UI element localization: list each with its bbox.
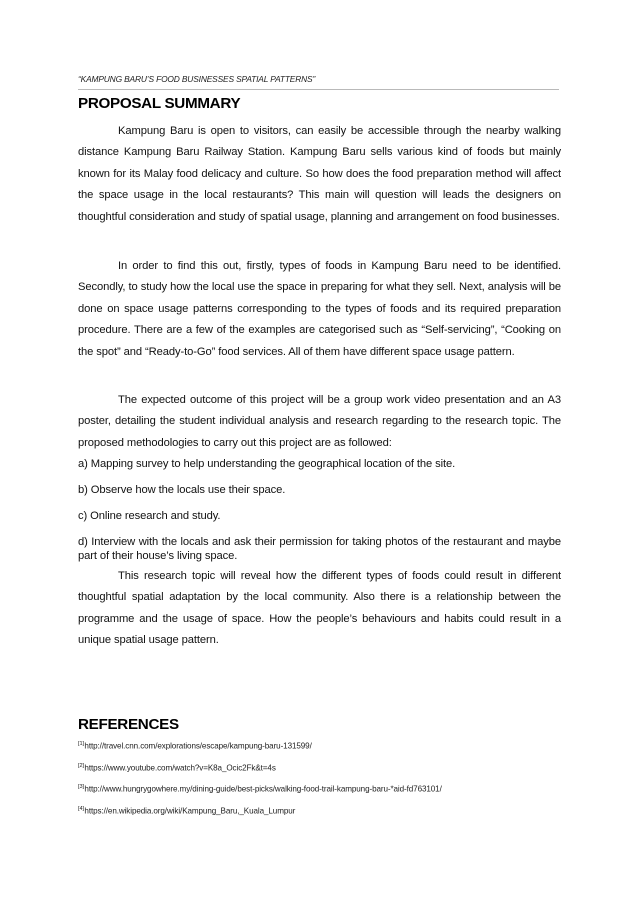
method-item-c: c) Online research and study. (78, 510, 221, 522)
reference-item (78, 741, 561, 763)
references-list (78, 741, 561, 827)
method-item-b: b) Observe how the locals use their space. (78, 484, 286, 496)
summary-paragraph-3: The expected outcome of this project will be a group work video presentation and an A3 poster, detailing the student individual analysis and research regarding to the research topic. The proposed methodologies to carry out this project are as followed: (78, 394, 561, 449)
reference-link[interactable]: http://www.hungrygowhere.my/dining-guide/best-picks/walking-food-trail-kampung-baru-*aid-fd763101/ (84, 784, 442, 794)
references-heading: REFERENCES (78, 716, 179, 733)
summary-paragraph-1: Kampung Baru is open to visitors, can easily be accessible through the nearby walking distance Kampung Baru Railway Station. Kampung Baru sells various kind of foods but mainly known for its Malay food delicacy and culture. So how does the food preparation method will affect the space usage in the local restaurants? This main will question will leads the designers on thoughtful consideration and study of spatial usage, planning and arrangement on food businesses. (78, 125, 561, 223)
header-divider (78, 89, 559, 90)
reference-number: [2] (78, 762, 84, 769)
reference-link[interactable]: http://travel.cnn.com/explorations/escape/kampung-baru-131599/ (84, 741, 312, 751)
reference-number: [4] (78, 805, 84, 812)
method-item-a: a) Mapping survey to help understanding the geographical location of the site. (78, 458, 456, 470)
reference-item (78, 806, 561, 828)
reference-item (78, 784, 561, 806)
reference-link[interactable]: https://www.youtube.com/watch?v=K8a_Ocic2Fk&t=4s (84, 763, 276, 773)
method-item-d: d) Interview with the locals and ask their permission for taking photos of the restaurant and maybe part of their house’s living space. (78, 536, 561, 562)
summary-closing-paragraph: This research topic will reveal how the different types of foods could result in different thoughtful spatial adaptation by the local community. Also there is a relationship between the programme and the usage of space. How the people’s behaviours and habits could result in a unique spatial usage pattern. (78, 570, 561, 647)
running-header: “KAMPUNG BARU’S FOOD BUSINESSES SPATIAL PATTERNS” (78, 74, 316, 84)
reference-link[interactable]: https://en.wikipedia.org/wiki/Kampung_Baru,_Kuala_Lumpur (84, 806, 296, 816)
summary-paragraph-2: In order to find this out, firstly, types of foods in Kampung Baru need to be identified. Secondly, to study how the local use the space in preparing for what they sell. Next, analysis will be done on space usage patterns corresponding to the types of foods and its required preparation procedure. There are a few of the examples are categorised such as “Self-servicing”, “Cooking on the spot” and “Ready-to-Go” food services. All of them have different space usage pattern. (78, 260, 561, 358)
proposal-summary-heading: PROPOSAL SUMMARY (78, 95, 241, 112)
reference-number: [1] (78, 741, 84, 747)
reference-item (78, 763, 561, 785)
reference-number: [3] (78, 784, 84, 791)
